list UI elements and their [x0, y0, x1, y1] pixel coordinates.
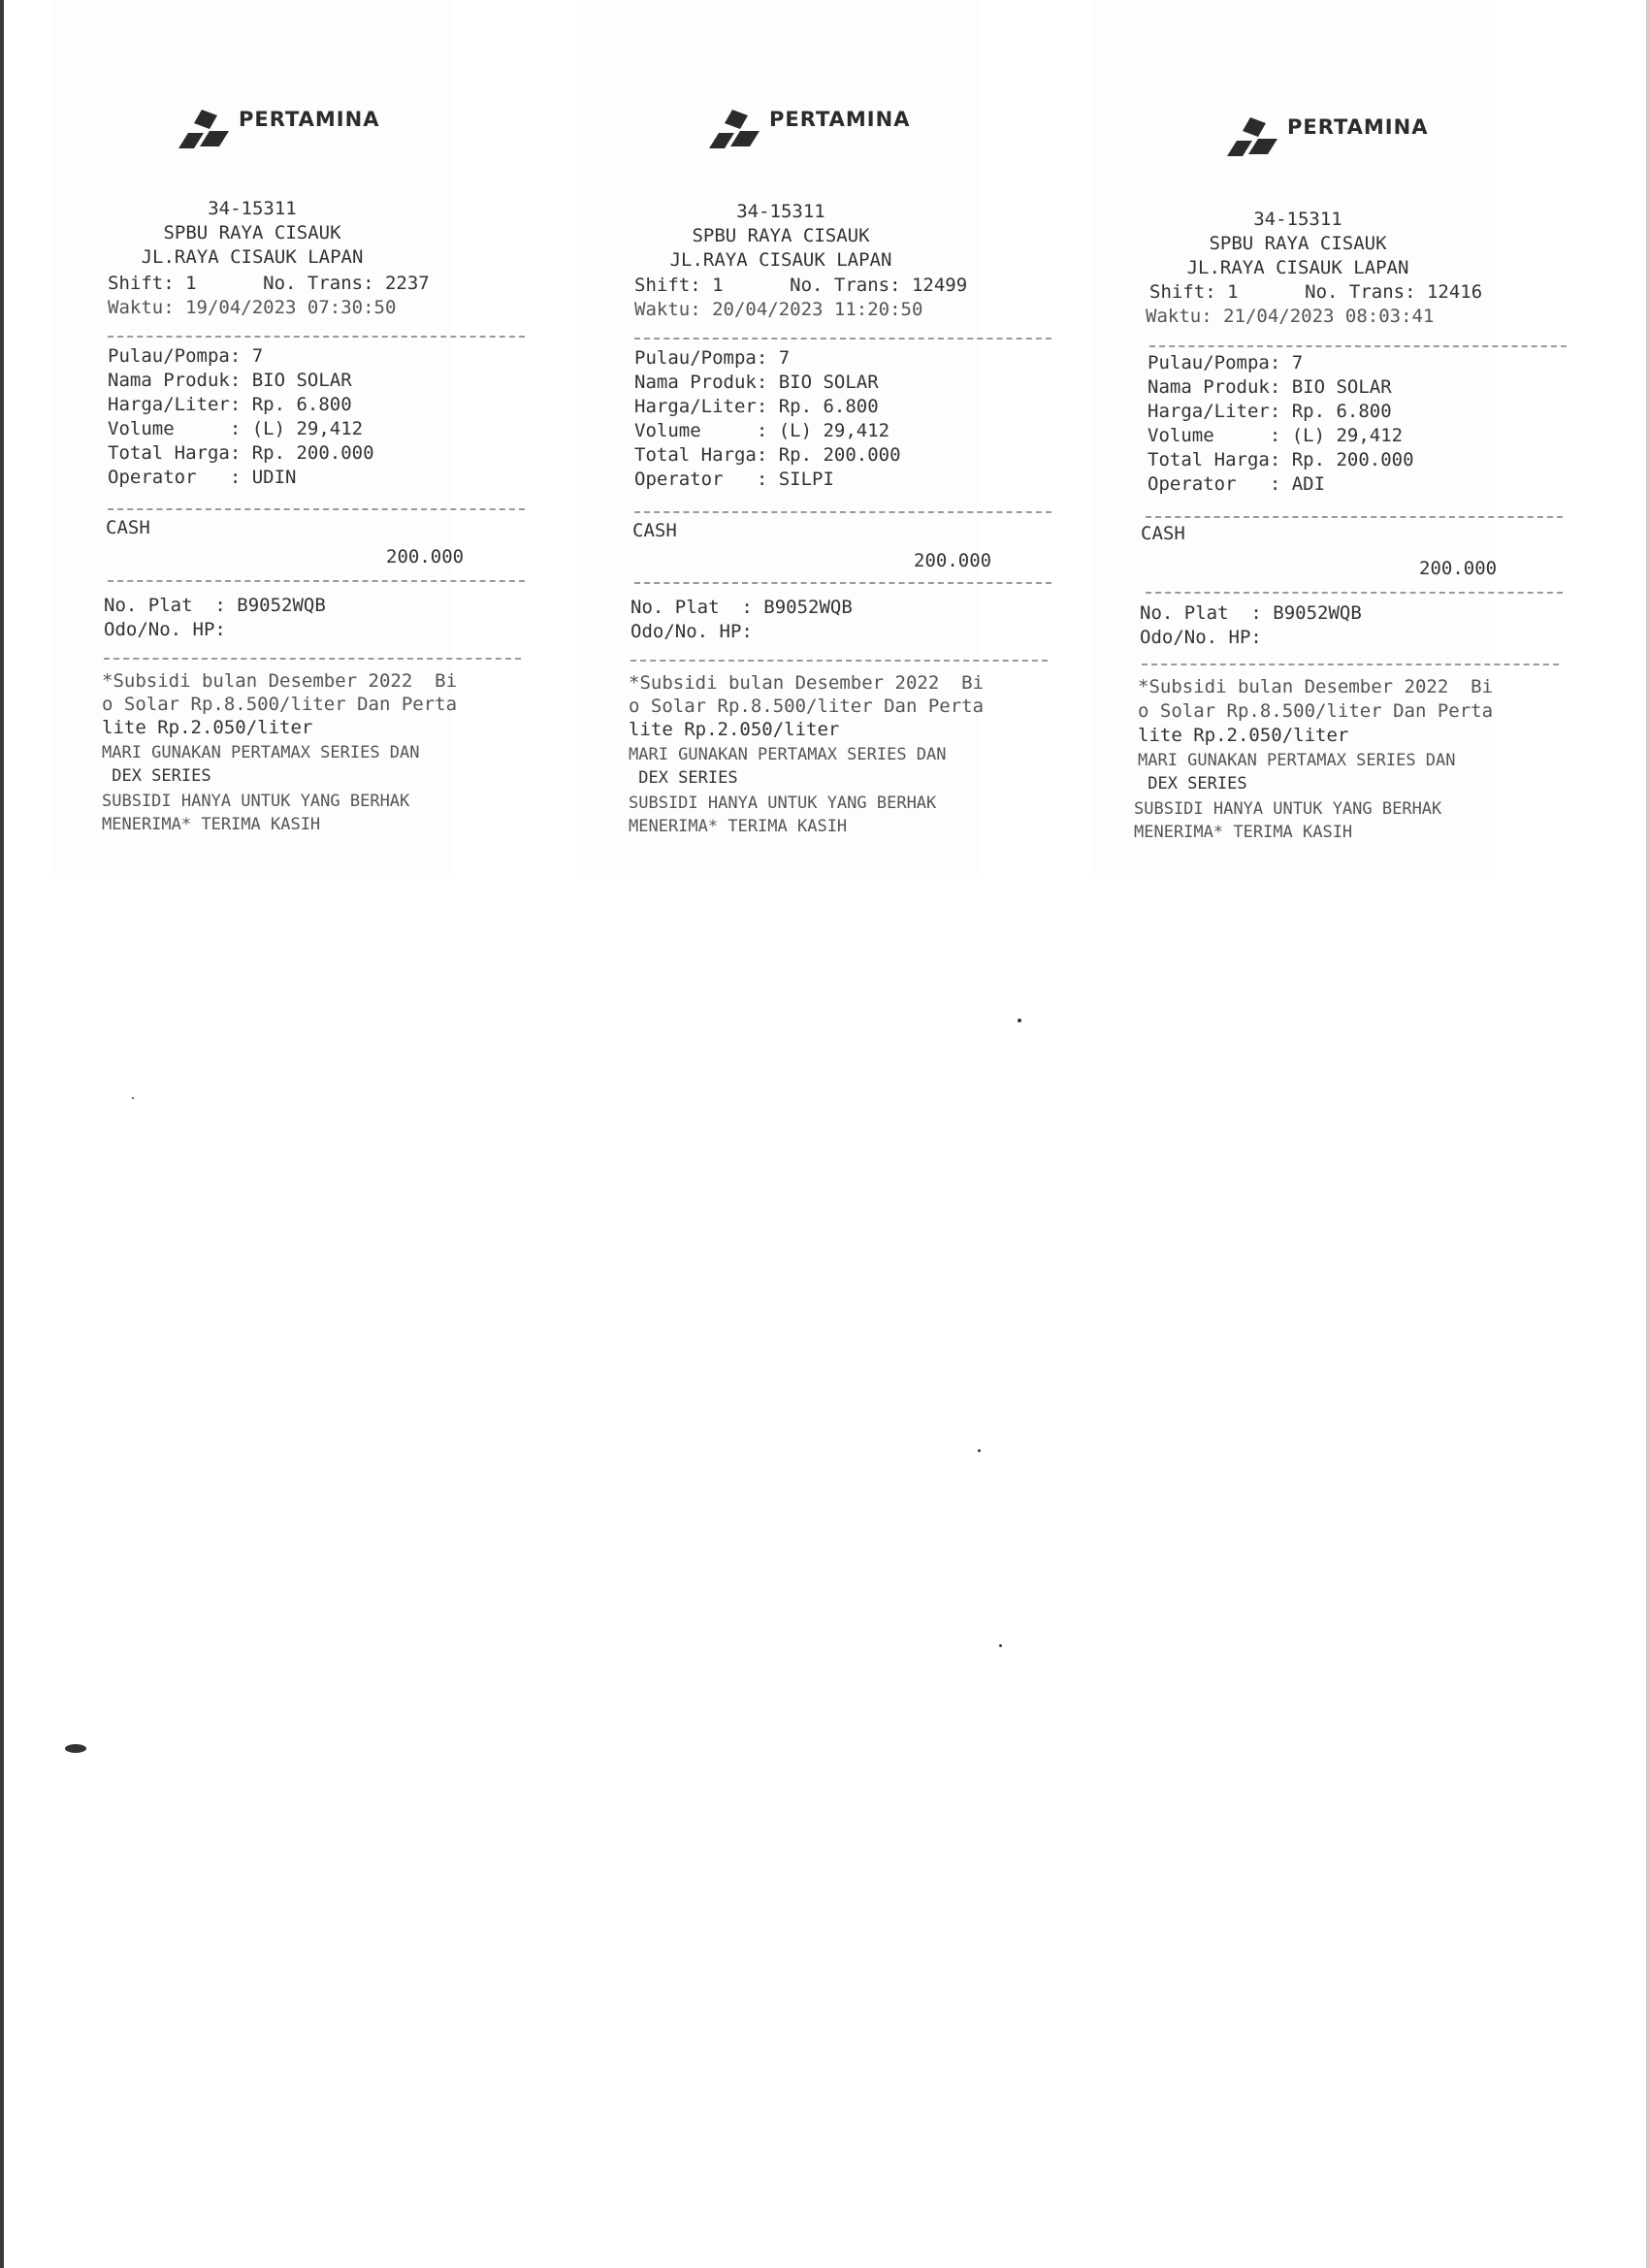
promo-note: MARI GUNAKAN PERTAMAX SERIES DAN [102, 743, 420, 762]
station-name: SPBU RAYA CISAUK [163, 222, 341, 243]
promo-note: MARI GUNAKAN PERTAMAX SERIES DAN [629, 745, 947, 764]
divider [634, 338, 1051, 340]
receipt [582, 0, 992, 878]
divider [1146, 592, 1563, 594]
plate-number: No. Plat : B9052WQB [1140, 602, 1362, 624]
divider [108, 508, 525, 510]
operator: Operator : ADI [1148, 473, 1326, 495]
total-price: Total Harga: Rp. 200.000 [1148, 449, 1414, 470]
volume: Volume : (L) 29,412 [1148, 425, 1404, 446]
product-name: Nama Produk: BIO SOLAR [108, 370, 352, 391]
paid-amount: 200.000 [1419, 558, 1498, 579]
pertamina-logo [705, 102, 948, 160]
promo-note: MARI GUNAKAN PERTAMAX SERIES DAN [1138, 751, 1456, 770]
subsidy-note: *Subsidi bulan Desember 2022 Bi [629, 672, 985, 694]
shift-transaction: Shift: 1 No. Trans: 12416 [1149, 281, 1483, 303]
pertamina-logo [175, 102, 417, 160]
timestamp: Waktu: 19/04/2023 07:30:50 [108, 297, 397, 318]
operator: Operator : UDIN [108, 467, 297, 488]
scan-speck [132, 1097, 134, 1099]
odometer-phone: Odo/No. HP: [1140, 627, 1262, 648]
plate-number: No. Plat : B9052WQB [104, 595, 326, 616]
price-per-liter: Harga/Liter: Rp. 6.800 [1148, 401, 1392, 422]
odometer-phone: Odo/No. HP: [630, 621, 753, 642]
divider [108, 336, 525, 338]
shift-transaction: Shift: 1 No. Trans: 12499 [634, 275, 968, 296]
payment-method: CASH [106, 517, 150, 538]
pertamina-logo-icon [1223, 110, 1283, 163]
subsidy-note: lite Rp.2.050/liter [102, 717, 313, 738]
payment-method: CASH [1141, 523, 1185, 544]
brand-name: PERTAMINA [769, 108, 911, 131]
total-price: Total Harga: Rp. 200.000 [108, 442, 374, 464]
subsidy-note: lite Rp.2.050/liter [1138, 725, 1349, 746]
subsidy-note: *Subsidi bulan Desember 2022 Bi [1138, 676, 1494, 697]
scan-speck [978, 1449, 981, 1452]
subsidy-note: o Solar Rp.8.500/liter Dan Perta [629, 696, 985, 717]
pump-number: Pulau/Pompa: 7 [634, 347, 791, 369]
brand-name: PERTAMINA [1287, 115, 1429, 139]
divider [1146, 516, 1563, 518]
station-name: SPBU RAYA CISAUK [692, 225, 870, 246]
thanks-note: SUBSIDI HANYA UNTUK YANG BERHAK [629, 794, 937, 813]
product-name: Nama Produk: BIO SOLAR [634, 372, 879, 393]
payment-method: CASH [632, 520, 677, 541]
plate-number: No. Plat : B9052WQB [630, 597, 853, 618]
total-price: Total Harga: Rp. 200.000 [634, 444, 901, 466]
pump-number: Pulau/Pompa: 7 [108, 345, 264, 367]
divider [104, 658, 521, 660]
pump-number: Pulau/Pompa: 7 [1148, 352, 1304, 373]
divider [634, 511, 1051, 513]
volume: Volume : (L) 29,412 [108, 418, 364, 439]
station-address: JL.RAYA CISAUK LAPAN [141, 246, 364, 268]
divider [630, 660, 1048, 662]
station-code: 34-15311 [1253, 209, 1342, 230]
price-per-liter: Harga/Liter: Rp. 6.800 [108, 394, 352, 415]
subsidy-note: o Solar Rp.8.500/liter Dan Perta [102, 694, 458, 715]
brand-name: PERTAMINA [239, 108, 380, 131]
divider [1142, 664, 1559, 665]
scan-edge [0, 0, 4, 2268]
thanks-note: SUBSIDI HANYA UNTUK YANG BERHAK [102, 792, 410, 811]
volume: Volume : (L) 29,412 [634, 420, 890, 441]
scan-speck [1018, 1019, 1021, 1022]
divider [108, 580, 525, 582]
thanks-note: MENERIMA* TERIMA KASIH [102, 815, 321, 834]
pertamina-logo-icon [175, 102, 235, 155]
receipt [53, 0, 465, 878]
subsidy-note: lite Rp.2.050/liter [629, 719, 840, 740]
subsidy-note: o Solar Rp.8.500/liter Dan Perta [1138, 700, 1494, 722]
scan-speck [999, 1644, 1002, 1647]
paid-amount: 200.000 [386, 546, 465, 567]
paid-amount: 200.000 [914, 550, 992, 571]
promo-note: DEX SERIES [629, 768, 738, 788]
pertamina-logo [1223, 110, 1466, 168]
timestamp: Waktu: 20/04/2023 11:20:50 [634, 299, 923, 320]
station-name: SPBU RAYA CISAUK [1209, 233, 1387, 254]
thanks-note: MENERIMA* TERIMA KASIH [1134, 823, 1353, 842]
divider [634, 582, 1051, 584]
thanks-note: SUBSIDI HANYA UNTUK YANG BERHAK [1134, 799, 1442, 819]
pertamina-logo-icon [705, 102, 765, 155]
station-address: JL.RAYA CISAUK LAPAN [1186, 257, 1409, 278]
station-address: JL.RAYA CISAUK LAPAN [669, 249, 892, 271]
shift-transaction: Shift: 1 No. Trans: 2237 [108, 273, 430, 294]
thanks-note: MENERIMA* TERIMA KASIH [629, 817, 848, 836]
divider [1149, 345, 1567, 347]
scan-speck [65, 1744, 86, 1753]
station-code: 34-15311 [736, 201, 825, 222]
odometer-phone: Odo/No. HP: [104, 619, 226, 640]
promo-note: DEX SERIES [102, 766, 211, 786]
product-name: Nama Produk: BIO SOLAR [1148, 376, 1392, 398]
timestamp: Waktu: 21/04/2023 08:03:41 [1146, 306, 1435, 327]
operator: Operator : SILPI [634, 469, 834, 490]
subsidy-note: *Subsidi bulan Desember 2022 Bi [102, 670, 458, 692]
receipt [1091, 0, 1498, 878]
price-per-liter: Harga/Liter: Rp. 6.800 [634, 396, 879, 417]
station-code: 34-15311 [208, 198, 297, 219]
promo-note: DEX SERIES [1138, 774, 1247, 794]
